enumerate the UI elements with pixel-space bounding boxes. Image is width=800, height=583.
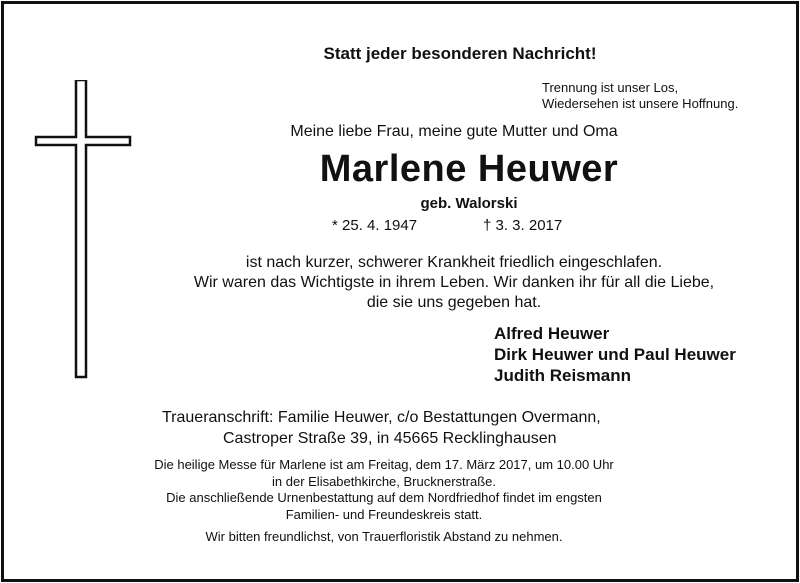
motto-line: Trennung ist unser Los, — [542, 80, 679, 95]
mourner-name: Alfred Heuwer — [494, 324, 610, 343]
service-line: Die anschließende Urnenbestattung auf dem Nordfriedhof findet im engsten — [166, 490, 602, 505]
cross-icon — [34, 80, 134, 380]
intro-line: Meine liebe Frau, meine gute Mutter und Oma — [290, 123, 618, 140]
birth-date: * 25. 4. 1947 — [332, 217, 418, 234]
motto-line: Wiedersehen ist unsere Hoffnung. — [542, 96, 739, 111]
address-line: Traueranschrift: Familie Heuwer, c/o Bestattungen Overmann, — [162, 409, 601, 426]
deceased-name: Marlene Heuwer — [319, 148, 619, 190]
motto — [542, 80, 738, 112]
obituary-notice — [1, 1, 799, 582]
notice-heading: Statt jeder besonderen Nachricht! — [323, 44, 597, 63]
death-date: † 3. 3. 2017 — [483, 217, 563, 234]
service-line: Familien- und Freundeskreis statt. — [285, 506, 483, 522]
mourners — [494, 323, 736, 386]
address-line: Castroper Straße 39, in 45665 Recklinghausen — [223, 430, 557, 447]
message-line: ist nach kurzer, schwerer Krankheit friedlich eingeschlafen. — [245, 254, 663, 271]
service-line: Wir bitten freundlichst, von Trauerfloristik Abstand zu nehmen. — [205, 529, 563, 544]
service-line: in der Elisabethkirche, Brucknerstraße. — [272, 473, 496, 489]
mourning-address — [162, 407, 601, 449]
message — [144, 253, 764, 313]
service-info — [104, 457, 664, 546]
service-line: Die heilige Messe für Marlene ist am Freitag, dem 17. März 2017, um 10.00 Uhr — [154, 457, 614, 472]
message-line: die sie uns gegeben hat. — [366, 294, 542, 311]
message-line: Wir waren das Wichtigste in ihrem Leben. Wir danken ihr für all die Liebe, — [193, 274, 715, 291]
mourner-name: Judith Reismann — [494, 366, 631, 385]
maiden-name: geb. Walorski — [420, 195, 518, 212]
mourner-name: Dirk Heuwer und Paul Heuwer — [494, 345, 736, 364]
